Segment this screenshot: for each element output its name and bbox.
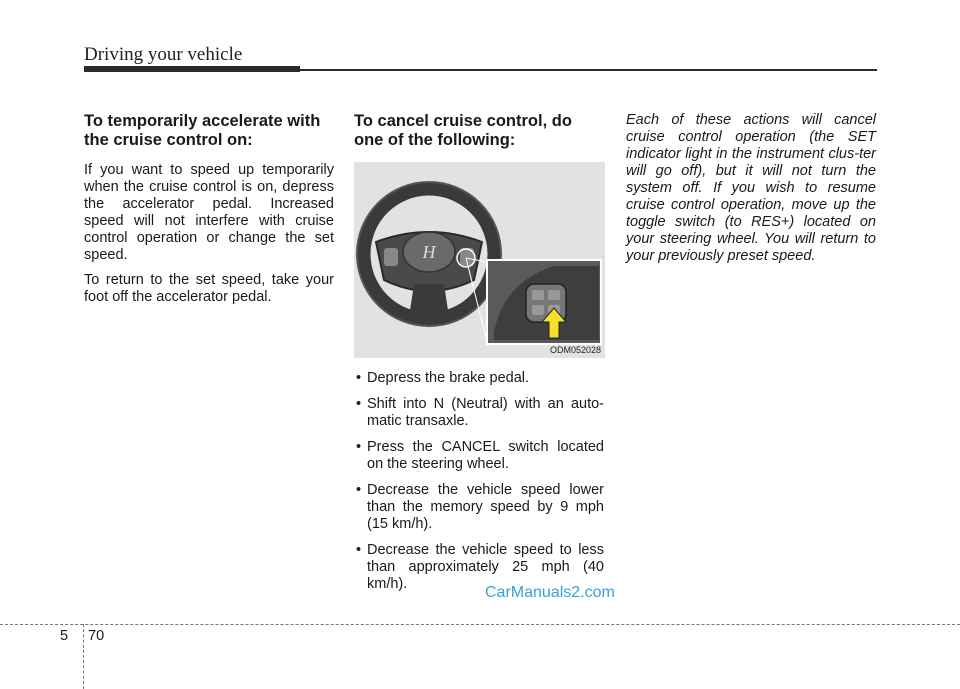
column-note xyxy=(626,112,876,265)
header-rule-thick xyxy=(84,66,300,72)
section-heading-cancel: To cancel cruise control, do one of the following: xyxy=(354,112,572,149)
header-rule-thin xyxy=(300,69,877,71)
column-accelerate xyxy=(84,112,334,314)
steering-wheel-illustration xyxy=(354,162,605,358)
watermark-link[interactable]: CarManuals2.com xyxy=(485,584,615,601)
list-item: • Shift into N (Neutral) with an auto-matic transaxle. xyxy=(354,396,604,430)
footer-rule xyxy=(0,624,960,625)
list-item: • Depress the brake pedal. xyxy=(354,370,604,387)
page-section-number: 5 xyxy=(60,628,69,644)
paragraph-accelerate-2: To return to the set speed, take your foot off the accelerator pedal. xyxy=(84,272,334,305)
paragraph-accelerate-1: If you want to speed up temporarily when the cruise control is on, depress the accelerator pedal. Increased speed will not interfere with cruise control operation or change the set speed. xyxy=(84,162,334,263)
list-item: • Decrease the vehicle speed lower than the memory speed by 9 mph (15 km/h). xyxy=(354,482,604,533)
footer-divider xyxy=(83,624,84,689)
page-header-title: Driving your vehicle xyxy=(84,44,243,65)
list-item: • Press the CANCEL switch located on the steering wheel. xyxy=(354,439,604,473)
cancel-note-text: Each of these actions will cancel cruise control operation (the SET indicator light in the instrument clus-ter will go off), but it will not turn the system off. If you wish to resume cruise control operation, move up the toggle switch (to RES+) located on your steering wheel. You will return to your previously preset speed. xyxy=(626,112,876,264)
list-item: • Decrease the vehicle speed to less than approximately 25 mph (40 km/h). xyxy=(354,542,604,593)
section-heading-accelerate: To temporarily accelerate with the cruise control on: xyxy=(84,112,321,149)
cancel-methods-list xyxy=(354,370,604,593)
steering-wheel-figure xyxy=(354,162,605,358)
figure-code: ODM052028 xyxy=(549,345,601,355)
svg-text:H: H xyxy=(422,242,436,262)
page-number: 70 xyxy=(88,628,105,644)
column-cancel xyxy=(354,112,604,602)
